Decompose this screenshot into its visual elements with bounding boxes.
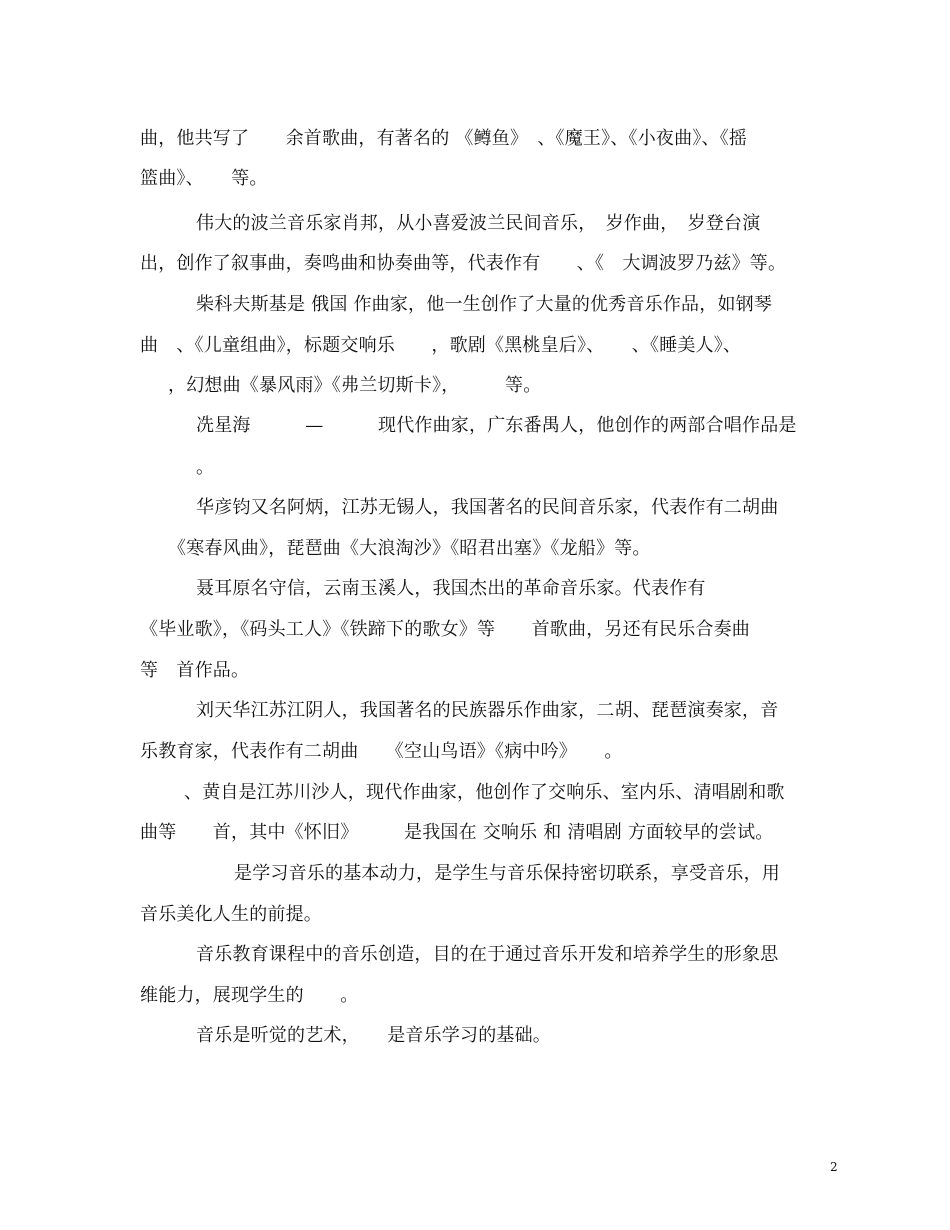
text-line: 柴科夫斯基是 俄国 作曲家，他一生创作了大量的优秀音乐作品，如钢琴 (196, 294, 773, 315)
text-line: 曲等 首，其中《怀旧》 是我国在 交响乐 和 清唱剧 方面较早的尝试。 (140, 822, 774, 843)
text-line: 是学习音乐的基本动力，是学生与音乐保持密切联系，享受音乐，用 (234, 863, 780, 884)
text-line: 伟大的波兰音乐家肖邦，从小喜爱波兰民间音乐， 岁作曲， 岁登台演 (196, 213, 761, 234)
text-line: 等 首作品。 (140, 660, 250, 681)
text-line: 曲，他共写了 余首歌曲，有著名的 《鳟鱼》 、《魔王》、《小夜曲》、《摇 (140, 128, 748, 149)
text-line: 维能力，展现学生的 。 (140, 985, 359, 1006)
text-line: 《寒春风曲》，琵琶曲《大浪淘沙》《昭君出塞》《龙船》等。 (168, 538, 651, 559)
text-line: 刘天华江苏江阴人，我国著名的民族器乐作曲家，二胡、琵琶演奏家，音 (196, 700, 779, 721)
page-number: 2 (830, 1160, 838, 1174)
text-line: 篮曲》、 等。 (140, 168, 268, 189)
text-line: ，幻想曲《暴风雨》《弗兰切斯卡》， 等。 (168, 375, 542, 396)
text-line: 聂耳原名守信，云南玉溪人，我国杰出的革命音乐家。代表作有 (196, 578, 706, 599)
text-line: 冼星海 — 现代作曲家，广东番禺人，他创作的两部合唱作品是 (196, 415, 797, 436)
text-line: 音乐美化人生的前提。 (140, 904, 322, 925)
text-line: 。 (196, 457, 215, 478)
text-line: 音乐教育课程中的音乐创造，目的在于通过音乐开发和培养学生的形象思 (196, 944, 779, 965)
text-line: 乐教育家，代表作有二胡曲 《空山鸟语》《病中吟》 。 (140, 741, 623, 762)
text-line: 曲 、《儿童组曲》，标题交响乐 ，歌剧《黑桃皇后》、 、《睡美人》、 (140, 335, 742, 356)
text-line: 华彦钧又名阿炳，江苏无锡人，我国著名的民间音乐家，代表作有二胡曲 (196, 497, 779, 518)
text-line: 、黄自是江苏川沙人，现代作曲家，他创作了交响乐、室内乐、清唱剧和歌 (184, 782, 785, 803)
text-line: 《毕业歌》，《码头工人》《铁蹄下的歌女》等 首歌曲，另还有民乐合奏曲 (140, 619, 750, 640)
text-line: 音乐是听觉的艺术， 是音乐学习的基础。 (196, 1025, 551, 1046)
text-line: 出，创作了叙事曲，奏鸣曲和协奏曲等，代表作有 、《 大调波罗乃兹》等。 (140, 253, 787, 274)
